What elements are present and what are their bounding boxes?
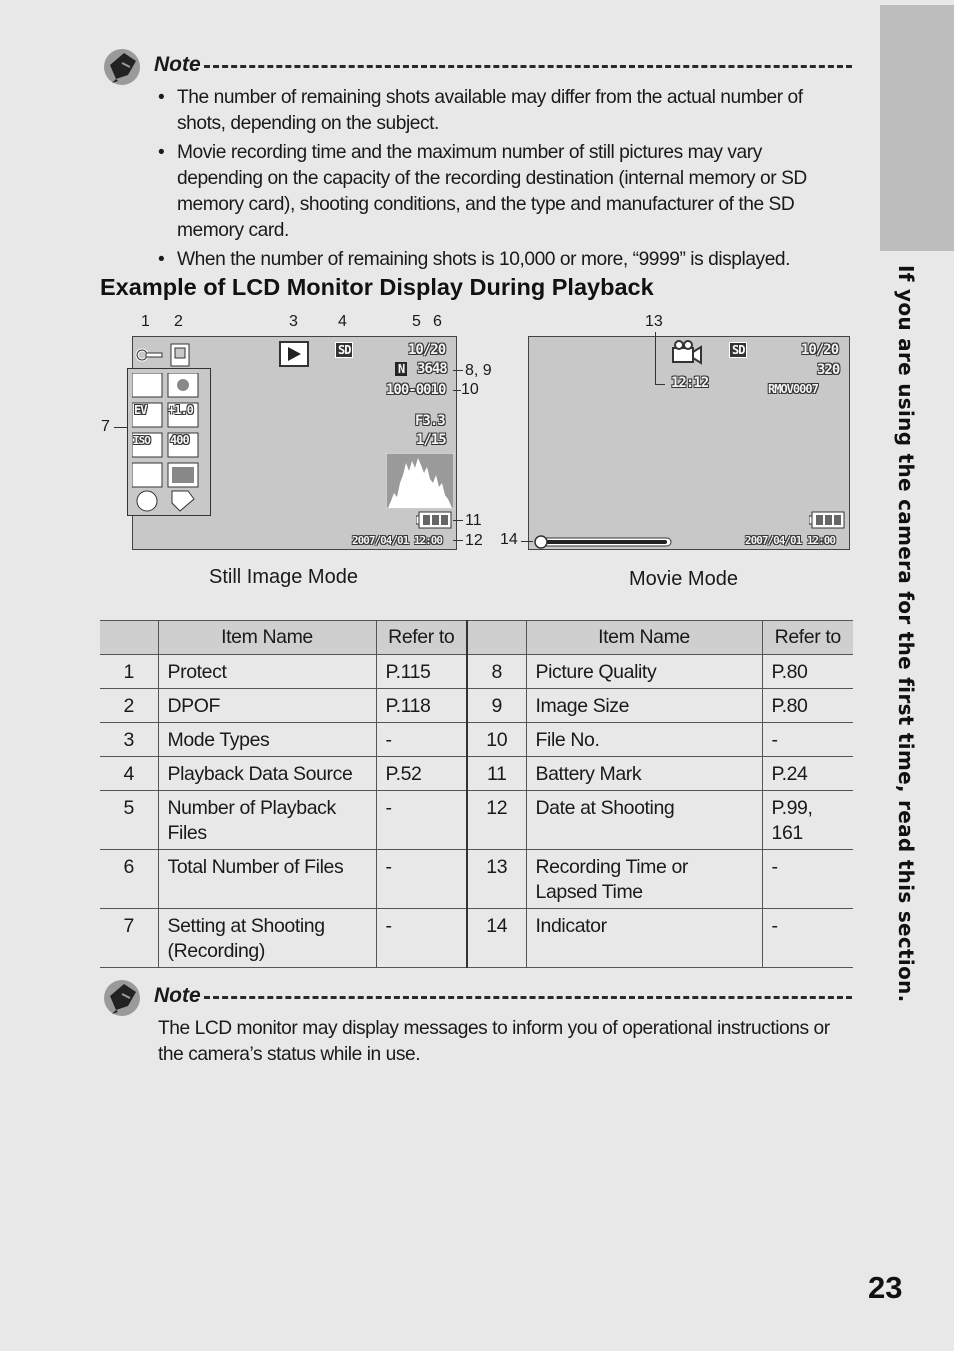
table-row (100, 757, 853, 791)
callout-2: 2 (174, 313, 183, 330)
iso-value: 400 (170, 433, 189, 447)
leader-line (655, 332, 656, 384)
item-number: 10 (467, 723, 526, 757)
sd-card-icon: SD (335, 342, 353, 358)
item-reference: P.80 (762, 655, 853, 689)
item-reference: P.115 (376, 655, 467, 689)
item-reference: - (762, 850, 853, 909)
file-number: 100-0010 (386, 382, 446, 398)
items-table (100, 620, 853, 968)
table-header-cell (467, 621, 526, 655)
callout-6: 6 (433, 313, 442, 330)
file-count: 10/20 (408, 342, 446, 358)
note-title: Note (154, 984, 201, 1007)
table-header-cell: Refer to (762, 621, 853, 655)
item-name: Number of Playback Files (158, 791, 376, 850)
table-header-cell: Item Name (158, 621, 376, 655)
movie-file-number: RMOV0007 (768, 382, 818, 396)
callout-8-9: 8, 9 (465, 362, 492, 379)
side-tab (880, 5, 954, 251)
table-row (100, 909, 853, 968)
callout-3: 3 (289, 313, 298, 330)
item-reference: - (762, 909, 853, 968)
note-header (102, 978, 854, 1018)
table-row (100, 850, 853, 909)
leader-line (453, 520, 463, 521)
item-number: 3 (100, 723, 158, 757)
table-header-cell (100, 621, 158, 655)
ev-label: EV (134, 403, 147, 417)
playback-mode-icon (279, 341, 309, 367)
table-header-cell: Item Name (526, 621, 762, 655)
item-name: Image Size (526, 689, 762, 723)
image-size: 3648 (417, 361, 447, 377)
item-number: 4 (100, 757, 158, 791)
item-name: DPOF (158, 689, 376, 723)
item-reference: P.52 (376, 757, 467, 791)
section-side-label: If you are using the camera for the first time, read this section. (894, 265, 918, 1003)
callout-10: 10 (461, 381, 479, 398)
callout-1: 1 (141, 313, 150, 330)
note-icon (102, 47, 142, 87)
item-number: 8 (467, 655, 526, 689)
item-name: Protect (158, 655, 376, 689)
movie-camera-icon (671, 340, 703, 366)
item-name: Total Number of Files (158, 850, 376, 909)
note-item: • When the number of remaining shots is 10,000 or more, “9999” is displayed. (158, 247, 852, 273)
item-reference: - (376, 909, 467, 968)
leader-line (114, 427, 127, 428)
histogram (386, 453, 454, 509)
item-number: 13 (467, 850, 526, 909)
table-header-row (100, 621, 853, 655)
note-item: • Movie recording time and the maximum number of still pictures may vary depending on the capacity of the recording destination (internal memory or SD memory card), shooting conditions, and the type and manufacturer of the SD memory card. (158, 140, 852, 244)
still-caption: Still Image Mode (209, 566, 358, 588)
item-reference: P.118 (376, 689, 467, 723)
item-number: 12 (467, 791, 526, 850)
movie-lcd-screen (528, 336, 850, 550)
shooting-settings-box (127, 368, 211, 516)
callout-13: 13 (645, 313, 663, 330)
playback-indicator (533, 535, 675, 549)
item-name: File No. (526, 723, 762, 757)
table-row (100, 689, 853, 723)
item-name: Recording Time or Lapsed Time (526, 850, 762, 909)
callout-4: 4 (338, 313, 347, 330)
shooting-datetime: 2007/04/01 12:00 (745, 534, 835, 547)
note-header (102, 47, 854, 87)
item-name: Setting at Shooting (Recording) (158, 909, 376, 968)
callout-7: 7 (101, 418, 110, 435)
quality-icon: N (395, 362, 407, 376)
note-list (158, 85, 852, 276)
note-item: • The number of remaining shots available may differ from the actual number of shots, depending on the subject. (158, 85, 852, 137)
item-number: 5 (100, 791, 158, 850)
note-divider (204, 996, 852, 999)
leader-line (521, 541, 533, 542)
table-row (100, 791, 853, 850)
table-row (100, 655, 853, 689)
recording-time: 12:12 (671, 375, 709, 391)
iso-label: ISO (133, 434, 150, 447)
leader-line (655, 384, 665, 385)
battery-icon (416, 511, 452, 529)
file-count: 10/20 (801, 342, 839, 358)
note-icon (102, 978, 142, 1018)
ev-value: +1.0 (168, 403, 193, 417)
item-number: 7 (100, 909, 158, 968)
item-reference: - (376, 850, 467, 909)
protect-dpof-icons (133, 339, 195, 369)
item-reference: P.24 (762, 757, 853, 791)
item-number: 2 (100, 689, 158, 723)
item-name: Playback Data Source (158, 757, 376, 791)
callout-12: 12 (465, 532, 483, 549)
item-name: Mode Types (158, 723, 376, 757)
movie-caption: Movie Mode (629, 568, 738, 590)
battery-icon (809, 511, 845, 529)
aperture-value: F3.3 (415, 413, 445, 429)
note-title: Note (154, 53, 201, 76)
item-reference: - (376, 791, 467, 850)
item-name: Indicator (526, 909, 762, 968)
item-number: 11 (467, 757, 526, 791)
table-row (100, 723, 853, 757)
shutter-speed: 1/15 (416, 432, 446, 448)
callout-11: 11 (465, 512, 482, 529)
callout-14: 14 (500, 531, 518, 548)
table-header-cell: Refer to (376, 621, 467, 655)
callout-5: 5 (412, 313, 421, 330)
item-reference: P.99, 161 (762, 791, 853, 850)
note-paragraph: The LCD monitor may display messages to inform you of operational instructions or the camera’s status while in use. (158, 1018, 830, 1065)
page-number: 23 (868, 1270, 903, 1305)
section-title: Example of LCD Monitor Display During Playback (100, 274, 654, 300)
item-reference: P.80 (762, 689, 853, 723)
item-name: Picture Quality (526, 655, 762, 689)
item-number: 9 (467, 689, 526, 723)
item-number: 14 (467, 909, 526, 968)
item-reference: - (762, 723, 853, 757)
sd-card-icon: SD (729, 342, 747, 358)
note-divider (204, 65, 852, 68)
item-name: Battery Mark (526, 757, 762, 791)
leader-line (453, 370, 463, 371)
shooting-datetime: 2007/04/01 12:00 (352, 534, 442, 547)
leader-line (453, 390, 461, 391)
item-number: 6 (100, 850, 158, 909)
item-name: Date at Shooting (526, 791, 762, 850)
item-reference: - (376, 723, 467, 757)
movie-size: 320 (817, 362, 840, 378)
leader-line (453, 540, 463, 541)
item-number: 1 (100, 655, 158, 689)
